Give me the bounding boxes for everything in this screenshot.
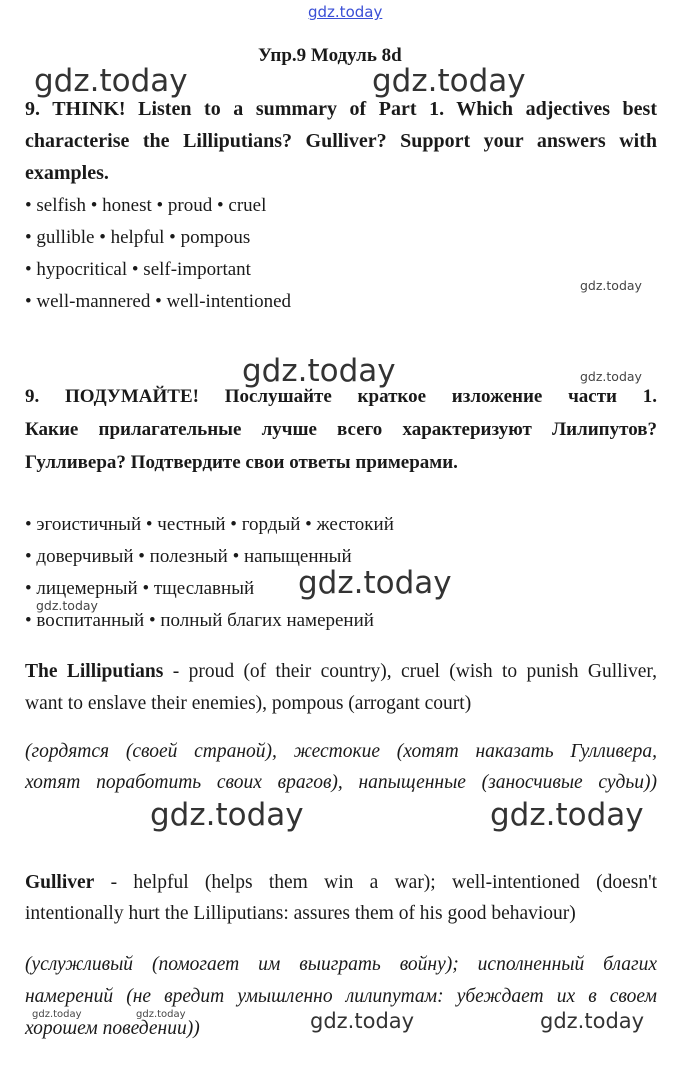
adjective-list-item: • selfish • honest • proud • cruel — [25, 195, 267, 216]
watermark: gdz.today — [36, 598, 98, 613]
answer-lilliputians-label: The Lilliputians — [25, 661, 164, 682]
answer-gulliver-ru-line1: (услужливый (помогает им выиграть войну); исполненный благих — [25, 954, 657, 975]
adjective-list-item-ru: • доверчивый • полезный • напыщенный — [25, 546, 352, 567]
answer-gulliver-line2: intentionally hurt the Lilliputians: assures them of his good behaviour) — [25, 903, 576, 924]
adjective-list-item: • hypocritical • self-important — [25, 259, 251, 280]
answer-gulliver-ru-line3: хорошем поведении)) — [25, 1018, 200, 1039]
task-heading-ru-line1: 9. ПОДУМАЙТЕ! Послушайте краткое изложение части 1. — [25, 386, 657, 407]
watermark: gdz.today — [540, 1009, 645, 1033]
answer-gulliver-text: - helpful (helps them win a war); well-intentioned (doesn't — [94, 872, 657, 893]
task-heading-en-line3: examples. — [25, 162, 109, 184]
answer-gulliver-line1 — [25, 873, 657, 893]
answer-gulliver-label: Gulliver — [25, 872, 95, 893]
task-heading-ru-line3: Гулливера? Подтвердите свои ответы примерами. — [25, 452, 458, 473]
page-title: Упр.9 Модуль 8d — [258, 45, 402, 66]
watermark: gdz.today — [32, 1009, 82, 1020]
answer-lilliputians-ru-line1: (гордятся (своей страной), жестокие (хотят наказать Гулливера, — [25, 741, 657, 762]
watermark: gdz.today — [372, 63, 526, 99]
watermark: gdz.today — [34, 63, 188, 99]
answer-lilliputians-line1 — [25, 662, 657, 682]
watermark: gdz.today — [310, 1009, 415, 1033]
watermark: gdz.today — [150, 797, 304, 833]
adjective-list-item-ru: • эгоистичный • честный • гордый • жестокий — [25, 514, 394, 535]
adjective-list-item: • gullible • helpful • pompous — [25, 227, 251, 248]
watermark: gdz.today — [242, 353, 396, 389]
adjective-list-item: • well-mannered • well-intentioned — [25, 291, 292, 312]
watermark: gdz.today — [490, 797, 644, 833]
watermark: gdz.today — [580, 369, 642, 384]
watermark-top: gdz.today — [308, 3, 383, 21]
adjective-list-item-ru: • лицемерный • тщеславный — [25, 578, 255, 599]
watermark: gdz.today — [580, 278, 642, 293]
task-heading-en-line2: characterise the Lilliputians? Gulliver? Support your answers with — [25, 130, 657, 152]
watermark: gdz.today — [136, 1009, 186, 1020]
answer-lilliputians-ru-line2: хотят поработить своих врагов), напыщенные (заносчивые судьи)) — [25, 772, 657, 793]
answer-lilliputians-text: - proud (of their country), cruel (wish to punish Gulliver, — [163, 661, 658, 682]
task-heading-en-line1: 9. THINK! Listen to a summary of Part 1. Which adjectives best — [25, 98, 657, 120]
task-heading-ru-line2: Какие прилагательные лучше всего характеризуют Лилипутов? — [25, 419, 657, 440]
answer-lilliputians-line2: want to enslave their enemies), pompous (arrogant court) — [25, 693, 472, 714]
adjective-list-item-ru: • воспитанный • полный благих намерений — [25, 610, 374, 631]
answer-gulliver-ru-line2: намерений (не вредит умышленно лилипутам: убеждает их в своем — [25, 986, 657, 1007]
watermark: gdz.today — [298, 565, 452, 601]
